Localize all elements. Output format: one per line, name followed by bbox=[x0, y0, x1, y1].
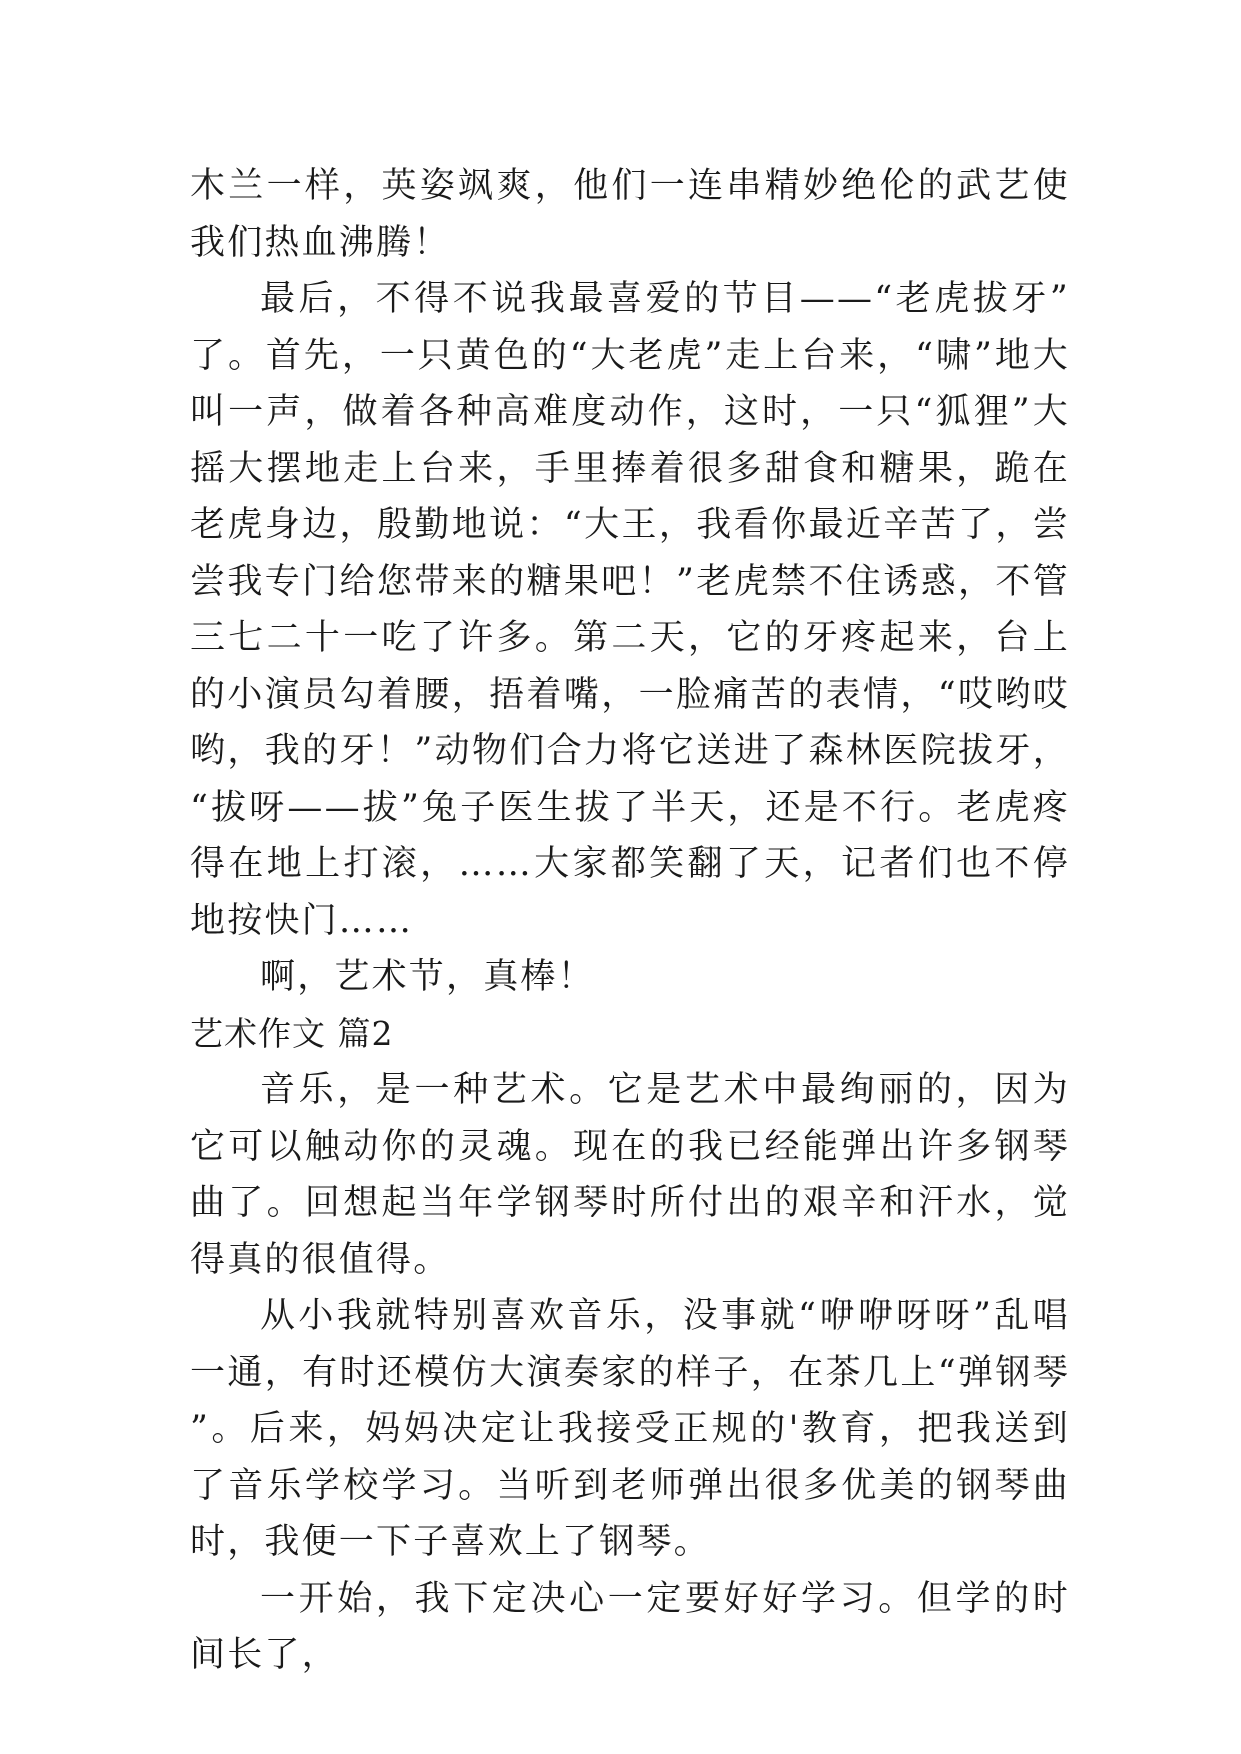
paragraph-beginning: 一开始，我下定决心一定要好好学习。但学的时间长了， bbox=[190, 1578, 1070, 1675]
paragraph-continued: 木兰一样，英姿飒爽，他们一连串精妙绝伦的武艺使我们热血沸腾！ bbox=[190, 166, 1070, 263]
paragraph-childhood: 从小我就特别喜欢音乐，没事就“咿咿呀呀”乱唱一通，有时还模仿大演奏家的样子，在茶几上“弹钢琴”。后来，妈妈决定让我接受正规的'教育，把我送到了音乐学校学习。当听到老师弹出很多优美的钢琴曲时，我便一下子喜欢上了钢琴。 bbox=[190, 1296, 1070, 1562]
section-title: 艺术作文 篇2 bbox=[190, 1013, 394, 1053]
document-body bbox=[190, 158, 1070, 1684]
paragraph-tiger-show: 最后，不得不说我最喜爱的节目——“老虎拔牙”了。首先，一只黄色的“大老虎”走上台来，“啸”地大叫一声，做着各种高难度动作，这时，一只“狐狸”大摇大摆地走上台来，手里捧着很多甜食和糖果，跪在老虎身边，殷勤地说：“大王，我看你最近辛苦了，尝尝我专门给您带来的糖果吧！”老虎禁不住诱惑，不管三七二十一吃了许多。第二天，它的牙疼起来，台上的小演员勾着腰，捂着嘴，一脸痛苦的表情，“哎哟哎哟，我的牙！”动物们合力将它送进了森林医院拔牙，“拔呀——拔”兔子医生拔了半天，还是不行。老虎疼得在地上打滚，……大家都笑翻了天，记者们也不停地按快门…… bbox=[190, 279, 1070, 941]
paragraph-exclamation: 啊，艺术节，真棒！ bbox=[260, 957, 595, 997]
paragraph-music-intro: 音乐，是一种艺术。它是艺术中最绚丽的，因为它可以触动你的灵魂。现在的我已经能弹出许多钢琴曲了。回想起当年学钢琴时所付出的艰辛和汗水，觉得真的很值得。 bbox=[190, 1070, 1070, 1280]
